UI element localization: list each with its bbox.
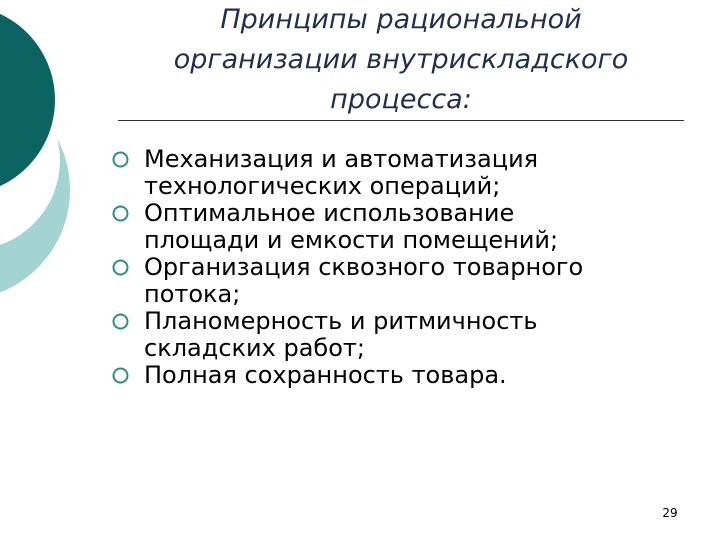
title-line-2: организации внутрискладского xyxy=(173,44,629,75)
decorative-circles xyxy=(0,0,120,320)
list-item xyxy=(110,308,700,362)
list-item xyxy=(110,146,700,200)
list-item-line: Оптимальное использование xyxy=(144,199,515,227)
list-item xyxy=(110,254,700,308)
hollow-circle-icon xyxy=(110,203,131,224)
list-item-line: Механизация и автоматизация xyxy=(144,145,539,173)
hollow-circle-icon xyxy=(110,311,131,332)
list-item-line: Организация сквозного товарного xyxy=(144,253,584,281)
list-item-line: складских работ; xyxy=(144,334,365,362)
title-line-1: Принципы рациональной xyxy=(220,4,582,35)
list-item-line: потока; xyxy=(144,280,241,308)
hollow-circle-icon xyxy=(110,257,131,278)
hollow-circle-icon xyxy=(110,365,131,386)
list-item-line: площади и емкости помещений; xyxy=(144,226,559,254)
page-number: 29 xyxy=(662,506,678,520)
list-item-line: технологических операций; xyxy=(144,172,501,200)
title-divider xyxy=(118,120,684,121)
bullet-list xyxy=(110,146,700,389)
hollow-circle-icon xyxy=(110,149,131,170)
title-line-3: процесса: xyxy=(330,84,472,115)
list-item xyxy=(110,362,700,389)
list-item-line: Полная сохранность товара. xyxy=(144,361,507,389)
slide-title xyxy=(118,0,684,120)
list-item-line: Планомерность и ритмичность xyxy=(144,307,538,335)
list-item xyxy=(110,200,700,254)
